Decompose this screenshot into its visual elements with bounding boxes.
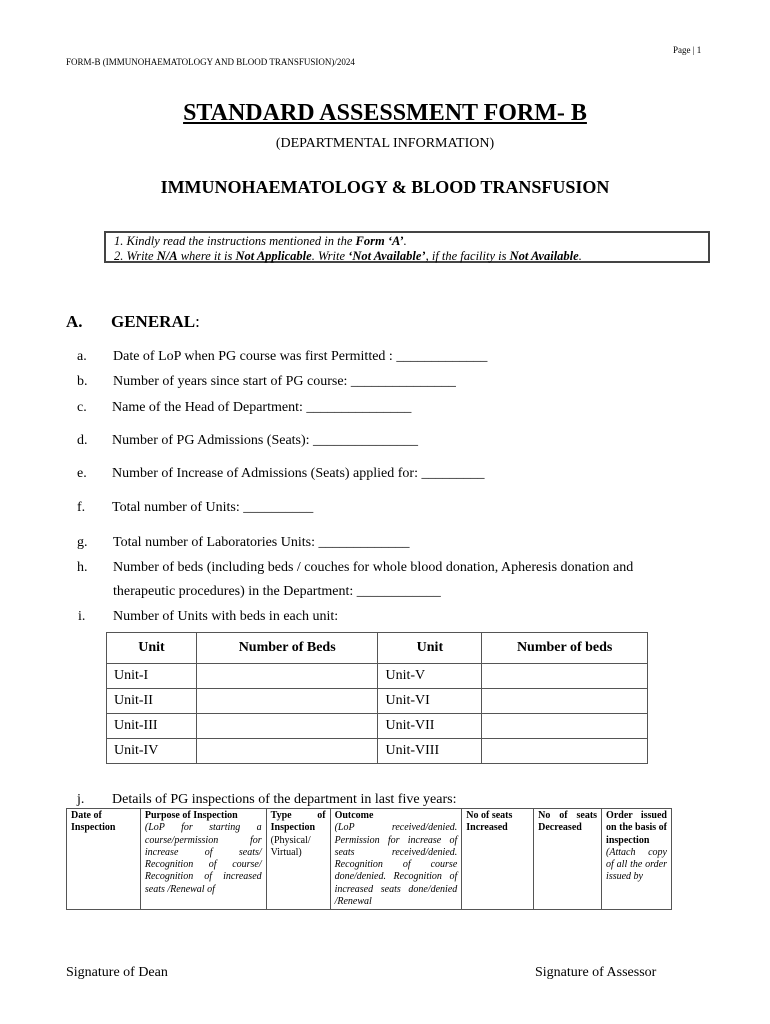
item-g-letter: g. <box>77 535 88 550</box>
table-row <box>107 739 648 764</box>
item-j-text: Details of PG inspections of the department in last five years: <box>112 792 457 807</box>
table-row <box>107 714 648 739</box>
unit-label: Unit-VII <box>378 714 482 739</box>
unit-label: Unit-VIII <box>378 739 482 764</box>
date-of-inspection-header: Date of Inspection <box>67 809 141 910</box>
form-code: FORM-B (IMMUNOHAEMATOLOGY AND BLOOD TRANSFUSION)/2024 <box>66 57 355 67</box>
beds-cell[interactable] <box>482 664 648 689</box>
page-subtitle: (DEPARTMENTAL INFORMATION) <box>275 136 495 151</box>
units-beds-table <box>106 632 648 764</box>
unit-label: Unit-III <box>107 714 197 739</box>
seats-decreased-header: No of seats Decreased <box>534 809 602 910</box>
item-d-text: Number of PG Admissions (Seats): _______________ <box>112 433 419 448</box>
beds-cell[interactable] <box>196 714 378 739</box>
item-d-letter: d. <box>77 433 88 448</box>
beds-cell[interactable] <box>196 689 378 714</box>
item-g-text: Total number of Laboratories Units: _____________ <box>113 535 410 550</box>
dean-signature-label: Signature of Dean <box>66 965 168 980</box>
inspection-details-table <box>66 808 672 910</box>
item-c-text: Name of the Head of Department: _______________ <box>112 400 412 415</box>
item-h-letter: h. <box>77 560 88 575</box>
item-f-text: Total number of Units: __________ <box>112 500 314 515</box>
item-j-letter: j. <box>77 792 85 807</box>
table-row <box>107 664 648 689</box>
assessor-signature-label: Signature of Assessor <box>535 965 657 980</box>
beds-cell[interactable] <box>196 739 378 764</box>
unit-label: Unit-I <box>107 664 197 689</box>
beds-cell[interactable] <box>482 739 648 764</box>
item-b-letter: b. <box>77 374 88 389</box>
table-row <box>67 809 672 910</box>
beds-cell[interactable] <box>482 689 648 714</box>
outcome-header: Outcome <box>334 810 374 821</box>
outcome-cell <box>330 809 462 910</box>
type-cell <box>266 809 330 910</box>
table-header-cell: Unit <box>378 633 482 664</box>
page-number: Page | 1 <box>673 45 702 55</box>
purpose-cell <box>140 809 266 910</box>
order-note: (Attach copy of all the order issued by <box>606 846 667 883</box>
beds-cell[interactable] <box>482 714 648 739</box>
purpose-header: Purpose of Inspection <box>144 810 238 821</box>
outcome-note: (LoP received/denied. Permission for increase of seats received/denied. Recognition of course done/denied. Recognition of increased seats done/denied /Renewal <box>334 822 458 908</box>
order-header: Order issued on the basis of inspection <box>606 810 667 846</box>
section-title: GENERAL: <box>111 312 200 331</box>
unit-label: Unit-IV <box>107 739 197 764</box>
department-title: IMMUNOHAEMATOLOGY & BLOOD TRANSFUSION <box>160 177 610 197</box>
item-e-text: Number of Increase of Admissions (Seats) applied for: _________ <box>112 466 485 481</box>
type-header: Type of Inspection <box>270 810 326 834</box>
order-cell <box>602 809 672 910</box>
item-a-text: Date of LoP when PG course was first Permitted : _____________ <box>113 349 488 364</box>
table-header-cell: Unit <box>107 633 197 664</box>
beds-cell[interactable] <box>196 664 378 689</box>
item-f-letter: f. <box>77 500 86 515</box>
unit-label: Unit-V <box>378 664 482 689</box>
page-title: STANDARD ASSESSMENT FORM- B <box>183 100 587 126</box>
item-b-text: Number of years since start of PG course: _______________ <box>113 374 456 389</box>
table-header-cell: Number of beds <box>482 633 648 664</box>
table-header-cell: Number of Beds <box>196 633 378 664</box>
unit-label: Unit-VI <box>378 689 482 714</box>
type-note: (Physical/ Virtual) <box>270 834 311 858</box>
item-a-letter: a. <box>77 349 87 364</box>
section-letter: A. <box>66 312 83 331</box>
table-header-row <box>107 633 648 664</box>
purpose-note: (LoP for starting a course/permission for increase of seats/ Recognition of course/ Recognition of increased seats /Renewal of <box>144 822 262 895</box>
unit-label: Unit-II <box>107 689 197 714</box>
item-i-text: Number of Units with beds in each unit: <box>113 609 339 624</box>
instructions-box <box>104 231 710 263</box>
instruction-line-1: 1. Kindly read the instructions mentioned in the Form ‘A’. <box>114 234 407 248</box>
item-e-letter: e. <box>77 466 87 481</box>
item-i-letter: i. <box>78 609 86 624</box>
item-h-line-2: therapeutic procedures) in the Department: ____________ <box>113 584 441 599</box>
table-row <box>107 689 648 714</box>
instruction-line-2: 2. Write N/A where it is Not Applicable. Write ‘Not Available’, if the facility is Not Available. <box>114 249 582 263</box>
seats-increased-header: No of seats Increased <box>462 809 534 910</box>
item-h-line-1: Number of beds (including beds / couches for whole blood donation, Apheresis donation and <box>113 560 634 575</box>
item-c-letter: c. <box>77 400 87 415</box>
